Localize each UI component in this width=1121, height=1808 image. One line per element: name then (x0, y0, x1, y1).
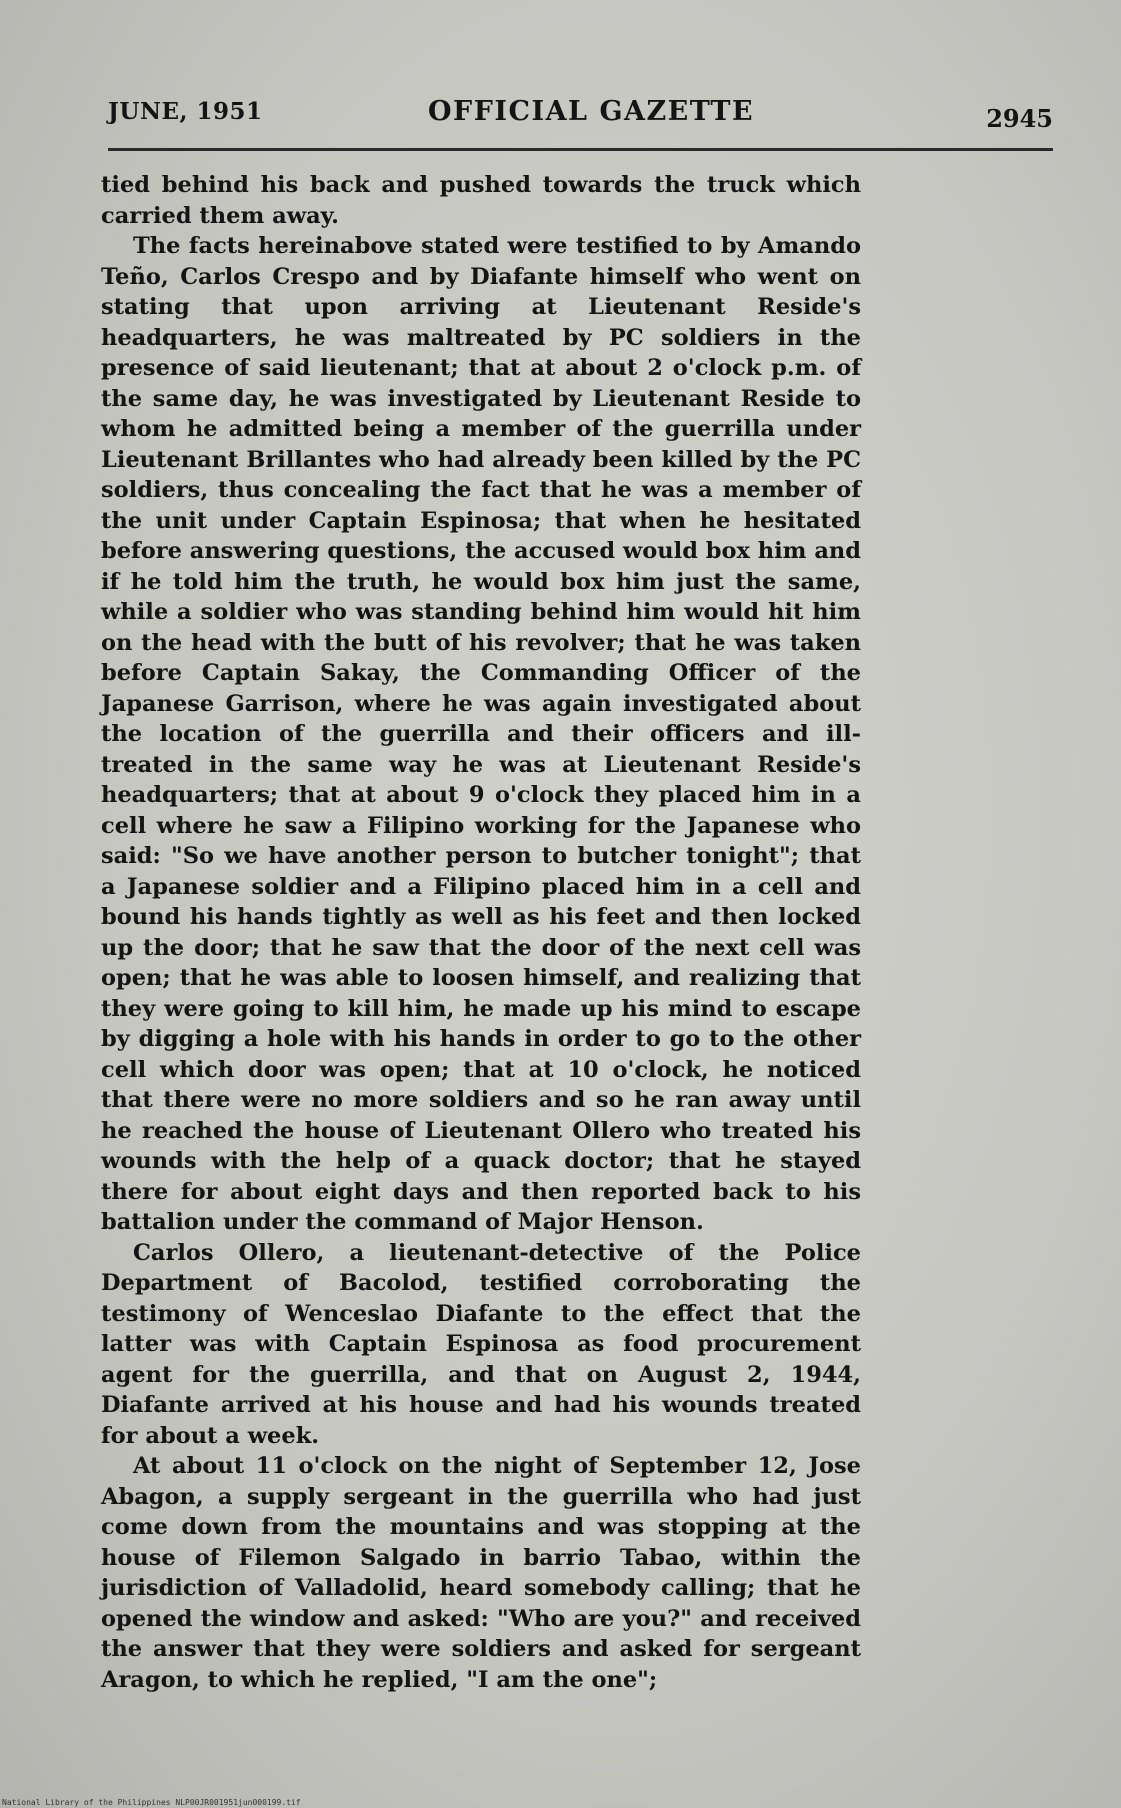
header-rule (108, 148, 1053, 151)
paragraph-continued: tied behind his back and pushed towards the truck which carried them away. (101, 172, 861, 229)
page-header (108, 98, 1053, 138)
paragraph: Carlos Ollero, a lieutenant-detective of the Police Department of Bacolod, testified corroborating the testimony of Wenceslao Diafante to the effect that the latter was with Captain Espinosa as food procurement agent for the guerrilla, and that on August 2, 1944, Diafante arrived at his house and had his wounds treated for about a week. (101, 1239, 861, 1449)
scan-footer: National Library of the Philippines NLP00JR001951jun000199.tif (2, 1798, 301, 1807)
header-date: JUNE, 1951 (108, 98, 263, 125)
paragraph: At about 11 o'clock on the night of September 12, Jose Abagon, a supply sergeant in the guerrilla who had just come down from the mountains and was stopping at the house of Filemon Salgado in barrio Tabao, within the jurisdiction of Valladolid, heard somebody calling; that he opened the window and asked: "Who are you?" and received the answer that they were soldiers and asked for sergeant Aragon, to which he replied, "I am the one"; (101, 1453, 861, 1693)
page-number: 2945 (986, 104, 1053, 133)
paragraph: The facts hereinabove stated were testified to by Amando Teño, Carlos Crespo and by Diafante himself who went on stating that upon arriving at Lieutenant Reside's headquarters, he was maltreated by PC soldiers in the presence of said lieutenant; that at about 2 o'clock p.m. of the same day, he was investigated by Lieutenant Reside to whom he admitted being a member of the guerrilla under Lieutenant Brillantes who had already been killed by the PC soldiers, thus concealing the fact that he was a member of the unit under Captain Espinosa; that when he hesitated before answering questions, the accused would box him and if he told him the truth, he would box him just the same, while a soldier who was standing behind him would hit him on the head with the butt of his revolver; that he was taken before Captain Sakay, the Commanding Officer of the Japanese Garrison, where he was again investigated about the location of the guerrilla and their officers and ill-treated in the same way he was at Lieutenant Reside's headquarters; that at about 9 o'clock they placed him in a cell where he saw a Filipino working for the Japanese who said: "So we have another person to butcher tonight"; that a Japanese soldier and a Filipino placed him in a cell and bound his hands tightly as well as his feet and then locked up the door; that he saw that the door of the next cell was open; that he was able to loosen himself, and realizing that they were going to kill him, he made up his mind to escape by digging a hole with his hands in order to go to the other cell which door was open; that at 10 o'clock, he noticed that there were no more soldiers and so he ran away until he reached the house of Lieutenant Ollero who treated his wounds with the help of a quack doctor; that he stayed there for about eight days and then reported back to his battalion under the command of Major Henson. (101, 233, 861, 1235)
header-title: OFFICIAL GAZETTE (428, 96, 755, 127)
body-text (101, 170, 861, 1695)
